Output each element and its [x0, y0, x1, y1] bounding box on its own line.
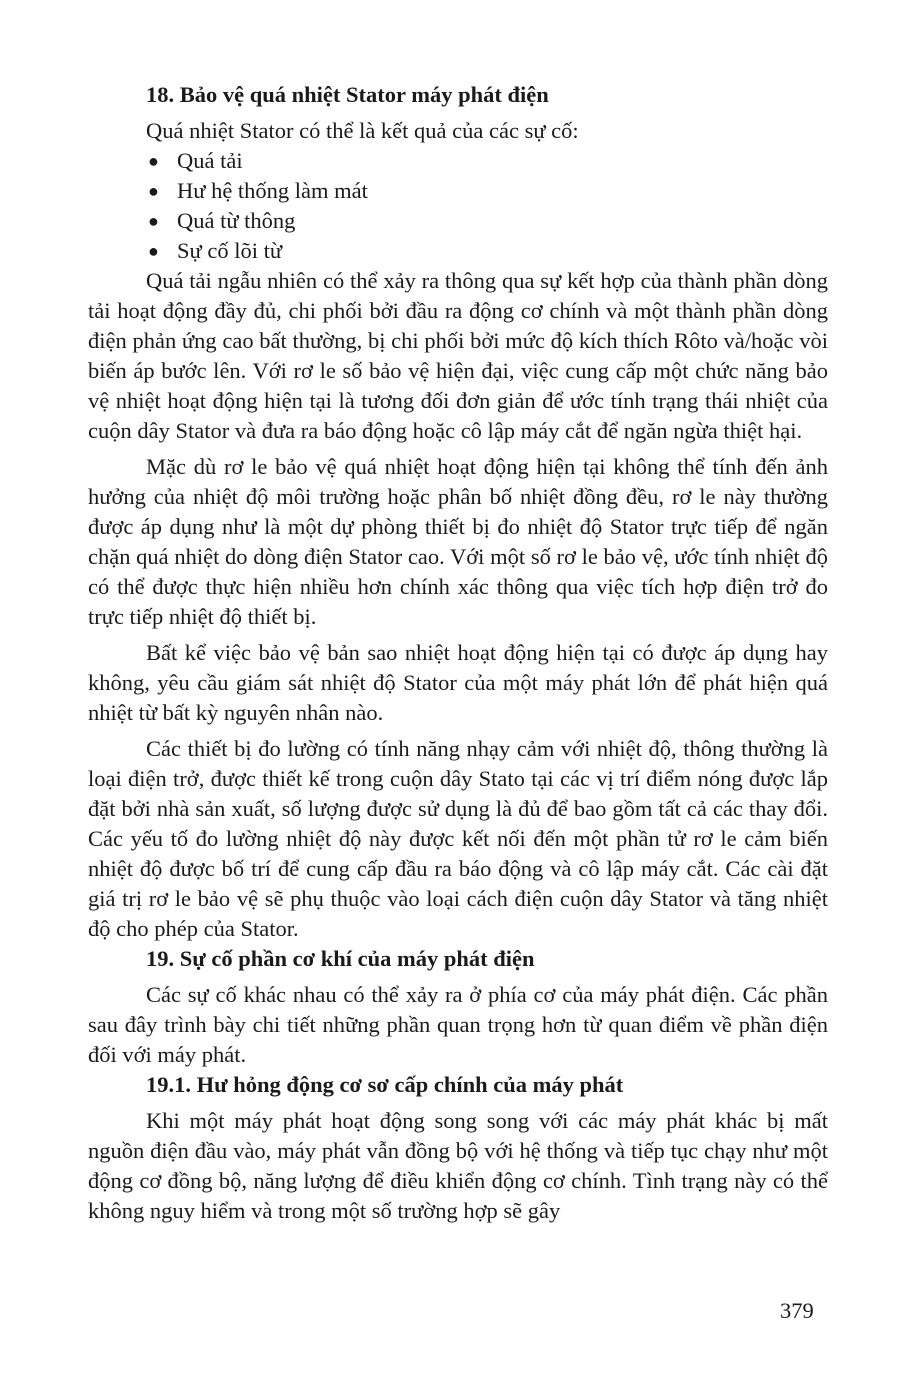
list-item: ● Sự cố lõi từ — [146, 236, 828, 266]
section-19-1-heading: 19.1. Hư hỏng động cơ sơ cấp chính của máy phát — [146, 1072, 624, 1097]
page-number: 379 — [780, 1298, 814, 1323]
bullet-icon: ● — [148, 241, 159, 261]
page-content — [88, 80, 828, 1226]
paragraph: Các thiết bị đo lường có tính năng nhạy cảm với nhiệt độ, thông thường là loại điện trở, được thiết kế trong cuộn dây Stato tại các vị trí điểm nóng được lắp đặt bởi nhà sản xuất, số lượng được sử dụng là đủ để bao gồm tất cả các thay đổi. Các yếu tố đo lường nhiệt độ này được kết nối đến một phần tử rơ le cảm biến nhiệt độ được bố trí để cung cấp đầu ra báo động và cô lập máy cắt. Các cài đặt giá trị rơ le bảo vệ sẽ phụ thuộc vào loại cách điện cuộn dây Stator và tăng nhiệt độ cho phép của Stator. — [88, 736, 828, 941]
bullet-icon: ● — [148, 181, 159, 201]
paragraph: Quá tải ngẫu nhiên có thể xảy ra thông qua sự kết hợp của thành phần dòng tải hoạt động đầy đủ, chi phối bởi đầu ra động cơ chính và một thành phần dòng điện phản ứng cao bất thường, bị chi phối bởi mức độ kích thích Rôto và/hoặc vòi biến áp bước lên. Với rơ le số bảo vệ hiện đại, việc cung cấp một chức năng bảo vệ nhiệt hoạt động hiện tại là tương đối đơn giản để ước tính trạng thái nhiệt của cuộn dây Stator và đưa ra báo động hoặc cô lập máy cắt để ngăn ngừa thiệt hại. — [88, 268, 828, 443]
bullet-icon: ● — [148, 151, 159, 171]
paragraph: Khi một máy phát hoạt động song song với các máy phát khác bị mất nguồn điện đầu vào, máy phát vẫn đồng bộ với hệ thống và tiếp tục chạy như một động cơ đồng bộ, năng lượng để điều khiển động cơ chính. Tình trạng này có thể không nguy hiểm và trong một số trường hợp sẽ gây — [88, 1108, 828, 1223]
list-item: ● Hư hệ thống làm mát — [146, 176, 828, 206]
list-item: ● Quá từ thông — [146, 206, 828, 236]
section-18-intro: Quá nhiệt Stator có thể là kết quả của các sự cố: — [146, 118, 579, 143]
section-18-heading: 18. Bảo vệ quá nhiệt Stator máy phát điện — [146, 82, 549, 107]
cause-list — [88, 146, 828, 266]
section-19-heading: 19. Sự cố phần cơ khí của máy phát điện — [146, 946, 535, 971]
list-item: ● Quá tải — [146, 146, 828, 176]
paragraph: Các sự cố khác nhau có thể xảy ra ở phía cơ của máy phát điện. Các phần sau đây trình bày chi tiết những phần quan trọng hơn từ quan điểm về phần điện đối với máy phát. — [88, 982, 828, 1067]
bullet-icon: ● — [148, 211, 159, 231]
paragraph: Mặc dù rơ le bảo vệ quá nhiệt hoạt động hiện tại không thể tính đến ảnh hưởng của nhiệt độ môi trường hoặc phân bố nhiệt đồng đều, rơ le này thường được áp dụng như là một dự phòng thiết bị đo nhiệt độ Stator trực tiếp để ngăn chặn quá nhiệt do dòng điện Stator cao. Với một số rơ le bảo vệ, ước tính nhiệt độ có thể được thực hiện nhiều hơn chính xác thông qua việc tích hợp điện trở đo trực tiếp nhiệt độ thiết bị. — [88, 454, 828, 629]
paragraph: Bất kể việc bảo vệ bản sao nhiệt hoạt động hiện tại có được áp dụng hay không, yêu cầu giám sát nhiệt độ Stator của một máy phát lớn để phát hiện quá nhiệt từ bất kỳ nguyên nhân nào. — [88, 640, 828, 725]
